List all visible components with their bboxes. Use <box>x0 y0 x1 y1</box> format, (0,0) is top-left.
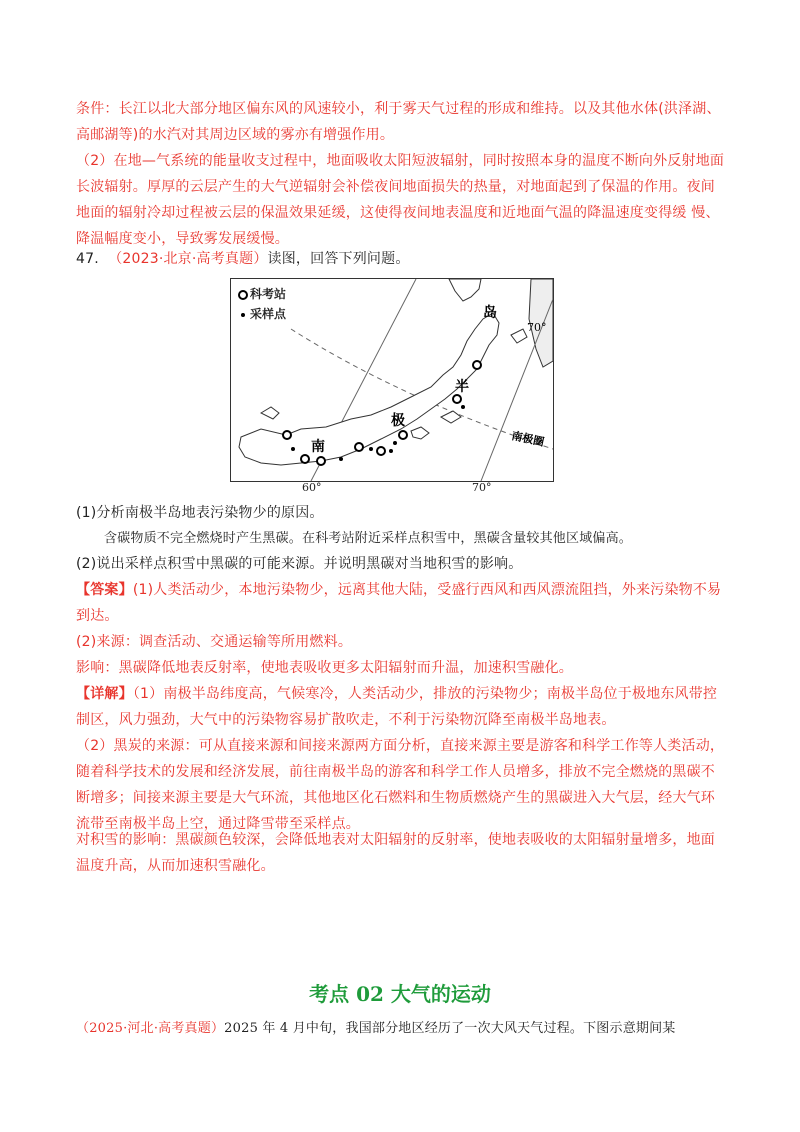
answer-1: (1)人类活动少，本地污染物少，远离其他大陆，受盛行西风和西风漂流阻挡，外来污染物不易到达。 <box>76 582 722 624</box>
legend-sample: 采样点 <box>250 307 287 321</box>
explanation-paragraph-2: （2）在地—气系统的能量收支过程中，地面吸收太阳短波辐射，同时按照本身的温度不断向外反射地面长波辐射。厚厚的云层产生的大气逆辐射会补偿夜间地面损失的热量，对地面起到了保温的作用。夜间地面的辐射冷却过程被云层的保温效果延缓，这使得夜间地表温度和近地面气温的降温速度变得缓 慢、降温幅度变小，导致雾发展缓慢。 <box>76 153 725 247</box>
map-label-antarctic-circle: 南极圈 <box>510 429 546 449</box>
detail-block <box>76 681 726 733</box>
sample-point <box>461 405 465 409</box>
sub-question-2: (2)说出采样点积雪中黑碳的可能来源。并说明黑碳对当地积雪的影响。 <box>76 556 523 572</box>
station-marker <box>453 395 461 403</box>
station-marker <box>377 447 385 455</box>
map-label-ban: 半 <box>455 379 469 395</box>
legend-station: 科考站 <box>250 287 287 301</box>
island-2 <box>411 427 429 439</box>
question-prompt: 读图，回答下列问题。 <box>267 251 410 267</box>
station-marker <box>301 455 309 463</box>
sample-point <box>389 449 393 453</box>
lon-label-60: 60° <box>302 481 322 494</box>
station-marker <box>317 457 325 465</box>
island-1 <box>261 407 279 419</box>
answer-2: (2)来源：调查活动、交通运输等所用燃料。 <box>76 634 353 650</box>
question-47-header <box>76 246 726 272</box>
detail-tag: 【详解】 <box>76 686 133 702</box>
next-question-source: （2025·河北·高考真题） <box>76 1021 225 1036</box>
section-heading: 考点 02 大气的运动 <box>309 982 491 1006</box>
sub-question-1: (1)分析南极半岛地表污染物少的原因。 <box>76 505 324 521</box>
island-4 <box>511 329 527 343</box>
detail-3: 对积雪的影响：黑碳颜色较深，会降低地表对太阳辐射的反射率，使地表吸收的太阳辐射量增多，地面温度升高，从而加速积雪融化。 <box>76 832 715 874</box>
material-text: 含碳物质不完全燃烧时产生黑碳。在科考站附近采样点积雪中，黑碳含量较其他区域偏高。 <box>104 531 633 546</box>
sample-point <box>339 457 343 461</box>
answer-block <box>76 577 726 629</box>
station-marker <box>355 443 363 451</box>
answer-tag: 【答案】 <box>76 582 133 598</box>
sample-point <box>291 447 295 451</box>
sample-point <box>393 441 397 445</box>
sample-point <box>369 447 373 451</box>
next-question <box>76 1016 726 1042</box>
land-north <box>449 279 481 301</box>
detail-1: （1）南极半岛纬度高，气候寒冷，人类活动少，排放的污染物少；南极半岛位于极地东风带控制区，风力强劲，大气中的污染物容易扩散吹走，不利于污染物沉降至南极半岛地表。 <box>76 686 718 728</box>
detail-2: （2）黑炭的来源：可从直接来源和间接来源两方面分析，直接来源主要是游客和科学工作等人类活动，随着科学技术的发展和经济发展，前往南极半岛的游客和科学工作人员增多，排放不完全燃烧的黑碳不断增多；间接来源主要是大气环流，其他地区化石燃料和生物质燃烧产生的黑碳进入大气层，经大气环流带至南极半岛上空，通过降雪带至采样点。 <box>76 738 725 832</box>
station-marker <box>399 431 407 439</box>
map-legend <box>236 284 286 324</box>
map-label-dao: 岛 <box>483 305 497 321</box>
map-label-nan: 南 <box>311 439 325 455</box>
station-marker <box>283 431 291 439</box>
map-label-ji: 极 <box>391 413 405 429</box>
condition-paragraph: 条件：长江以北大部分地区偏东风的风速较小，利于雾天气过程的形成和维持。以及其他水体(洪泽湖、高邮湖等)的水汽对其周边区域的雾亦有增强作用。 <box>76 101 721 143</box>
station-marker <box>473 361 481 369</box>
lon-label-70: 70° <box>472 481 492 494</box>
island-3 <box>441 411 461 423</box>
question-number: 47. <box>76 251 99 267</box>
next-question-text: 2025 年 4 月中旬，我国部分地区经历了一次大风天气过程。下图示意期间某 <box>224 1021 676 1036</box>
map-label-lat-70: 70° <box>527 321 547 334</box>
answer-3: 影响：黑碳降低地表反射率，使地表吸收更多太阳辐射而升温，加速积雪融化。 <box>76 660 573 676</box>
question-source: （2023·北京·高考真题） <box>108 251 268 267</box>
